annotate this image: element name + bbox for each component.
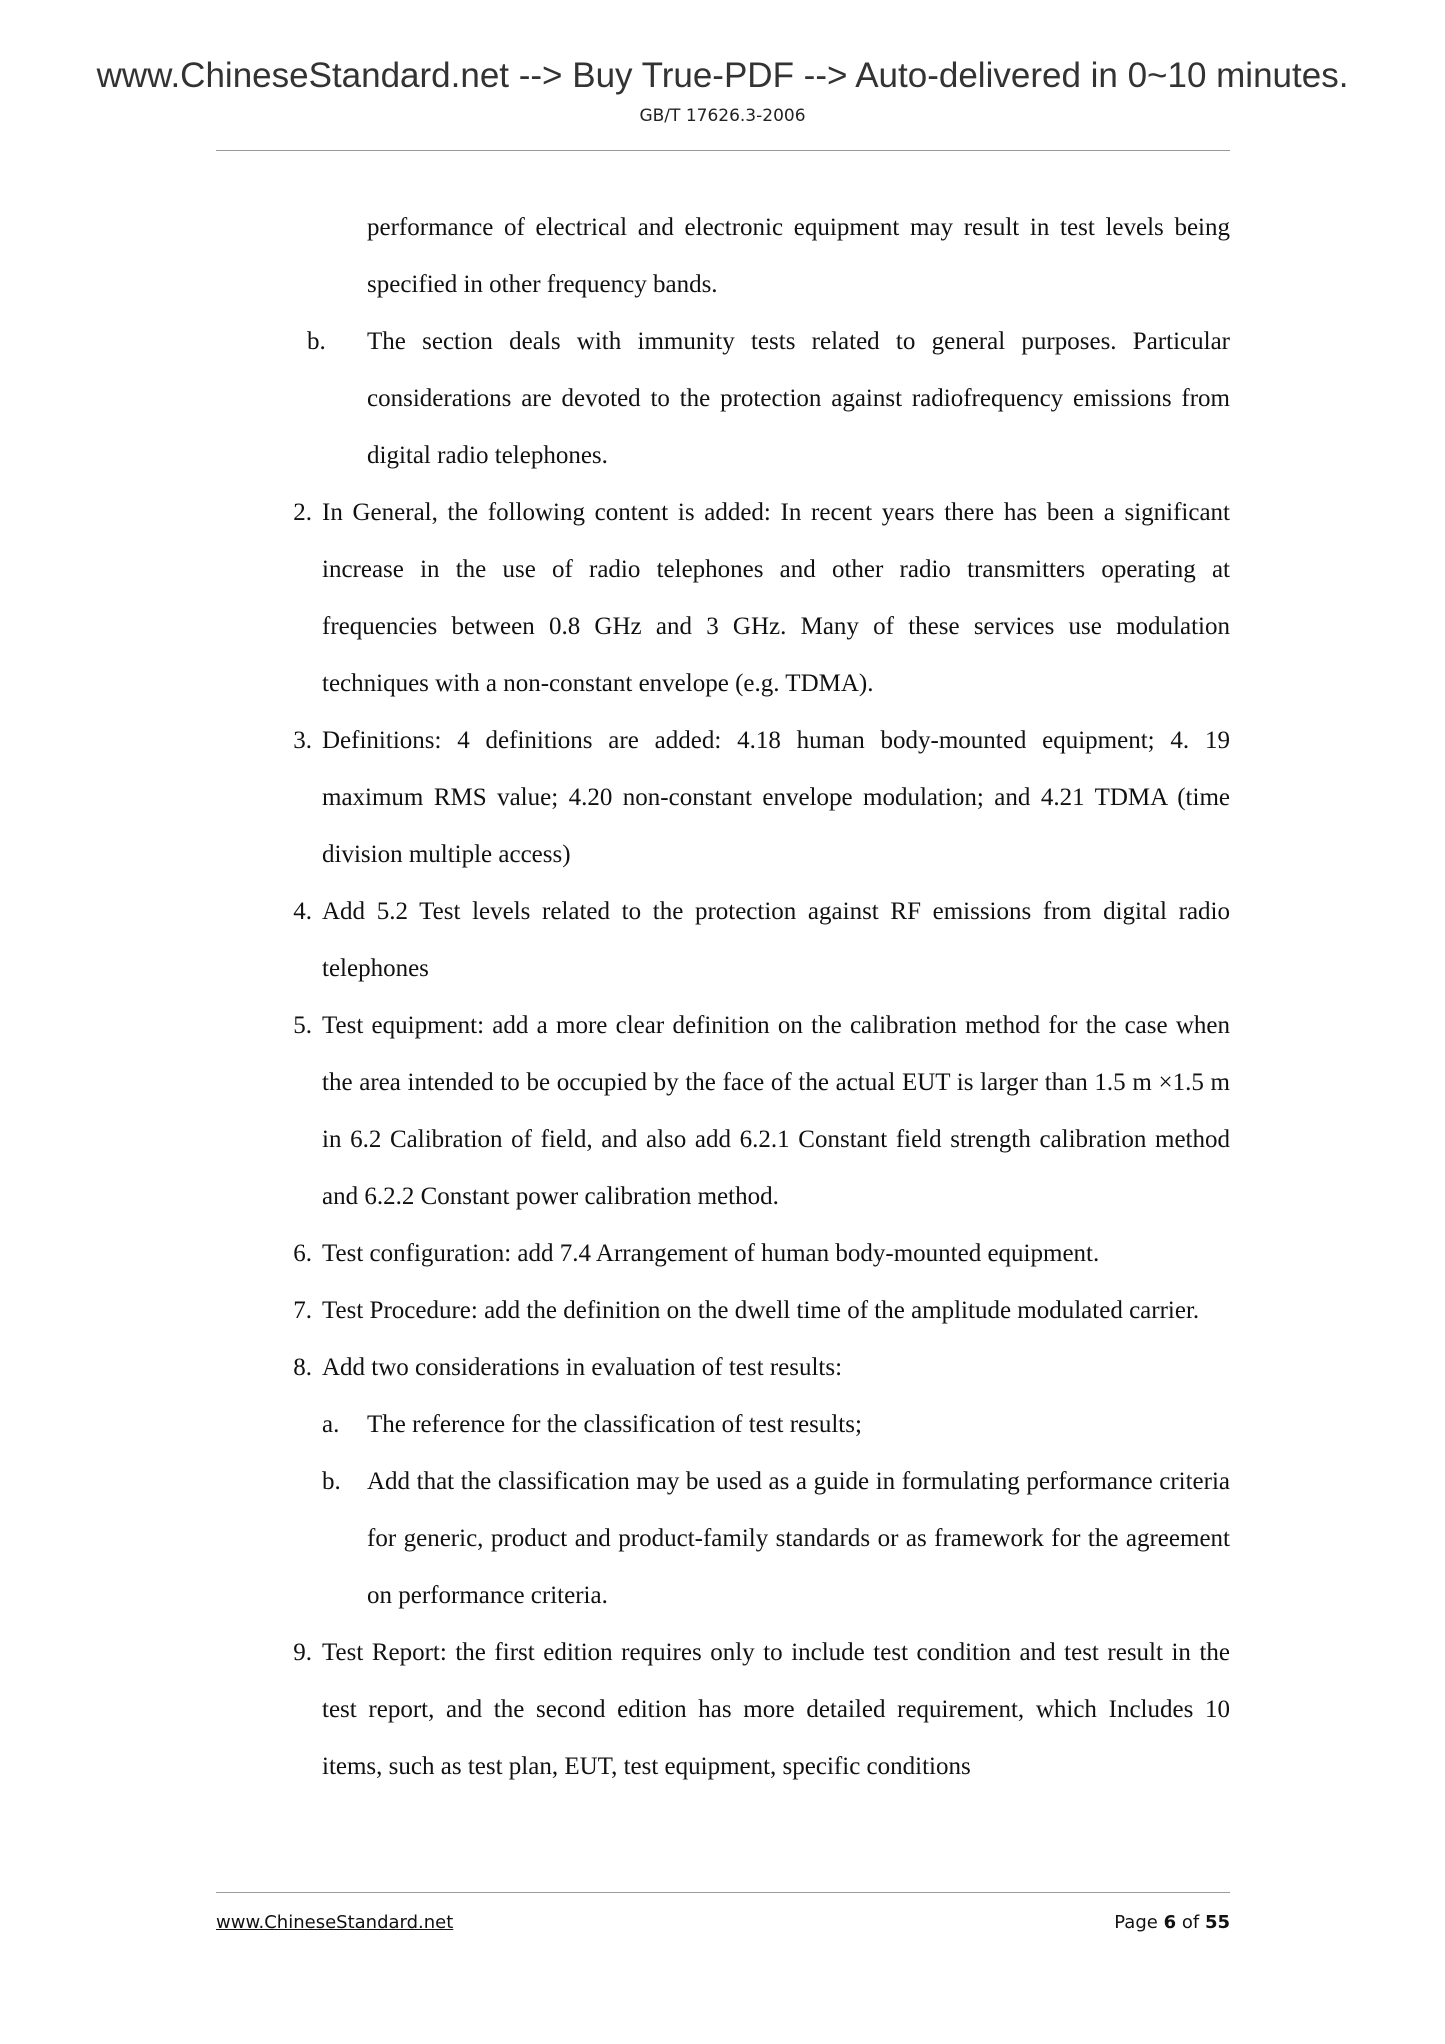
document-code: GB/T 17626.3-2006	[639, 106, 806, 126]
list-marker: 8.	[293, 1354, 312, 1381]
list-item-text: Add 5.2 Test levels related to the protection against RF emissions from digital radio telephones	[322, 898, 1230, 982]
list-item-8b	[322, 1453, 1230, 1624]
list-item-text: Test configuration: add 7.4 Arrangement of human body-mounted equipment.	[322, 1240, 1100, 1267]
list-item-9	[293, 1624, 1230, 1795]
list-item-1b	[307, 313, 1230, 484]
list-item-text: Test Report: the first edition requires only to include test condition and test result in the test report, and the second edition has more detailed requirement, which Includes 10 items, such as test plan, EUT, test equipment, specific conditions	[322, 1639, 1230, 1780]
continuation-paragraph	[367, 199, 1230, 313]
list-item-6	[293, 1225, 1230, 1282]
list-item-text: Test Procedure: add the definition on the dwell time of the amplitude modulated carrier.	[322, 1297, 1200, 1324]
paragraph-text: performance of electrical and electronic equipment may result in test levels being specified in other frequency bands.	[367, 214, 1230, 298]
footer-site-link[interactable]: www.ChineseStandard.net	[216, 1912, 454, 1933]
list-marker: b.	[307, 328, 326, 355]
list-item-8	[293, 1339, 1230, 1396]
list-marker: 2.	[293, 499, 312, 526]
page-number: 6	[1163, 1912, 1177, 1933]
list-item-2	[293, 484, 1230, 712]
list-marker: a.	[322, 1411, 340, 1438]
list-item-text: Definitions: 4 definitions are added: 4.18 human body-mounted equipment; 4. 19 maximum RMS value; 4.20 non-constant envelope modulation; and 4.21 TDMA (time division multiple access)	[322, 727, 1230, 868]
list-marker: 4.	[293, 898, 312, 925]
site-banner: www.ChineseStandard.net --> Buy True-PDF --> Auto-delivered in 0~10 minutes.	[96, 56, 1349, 95]
list-marker: 9.	[293, 1639, 312, 1666]
list-item-text: The reference for the classification of test results;	[367, 1411, 862, 1438]
list-item-text: Add that the classification may be used as a guide in formulating performance criteria for generic, product and product-family standards or as framework for the agreement on performance criteria.	[367, 1468, 1230, 1609]
list-item-text: In General, the following content is added: In recent years there has been a significant increase in the use of radio telephones and other radio transmitters operating at frequencies between 0.8 GHz and 3 GHz. Many of these services use modulation techniques with a non-constant envelope (e.g. TDMA).	[322, 499, 1230, 697]
page-total: 55	[1204, 1912, 1230, 1933]
list-item-5	[293, 997, 1230, 1225]
page-prefix: Page	[1114, 1912, 1158, 1933]
footer-divider	[216, 1892, 1230, 1893]
list-item-8a	[322, 1396, 1230, 1453]
document-body	[0, 199, 1445, 1795]
list-marker: b.	[322, 1468, 341, 1495]
header-divider	[216, 150, 1230, 151]
list-item-3	[293, 712, 1230, 883]
list-item-7	[293, 1282, 1230, 1339]
list-item-text: The section deals with immunity tests related to general purposes. Particular considerations are devoted to the protection against radiofrequency emissions from digital radio telephones.	[367, 328, 1230, 469]
list-item-text: Add two considerations in evaluation of test results:	[322, 1354, 843, 1381]
page-of: of	[1181, 1912, 1200, 1933]
list-marker: 3.	[293, 727, 312, 754]
list-marker: 7.	[293, 1297, 312, 1324]
list-item-4	[293, 883, 1230, 997]
list-marker: 5.	[293, 1012, 312, 1039]
list-marker: 6.	[293, 1240, 312, 1267]
list-item-text: Test equipment: add a more clear definition on the calibration method for the case when the area intended to be occupied by the face of the actual EUT is larger than 1.5 m ×1.5 m in 6.2 Calibration of field, and also add 6.2.1 Constant field strength calibration method and 6.2.2 Constant power calibration method.	[322, 1012, 1230, 1210]
page-indicator	[1114, 1912, 1230, 1933]
